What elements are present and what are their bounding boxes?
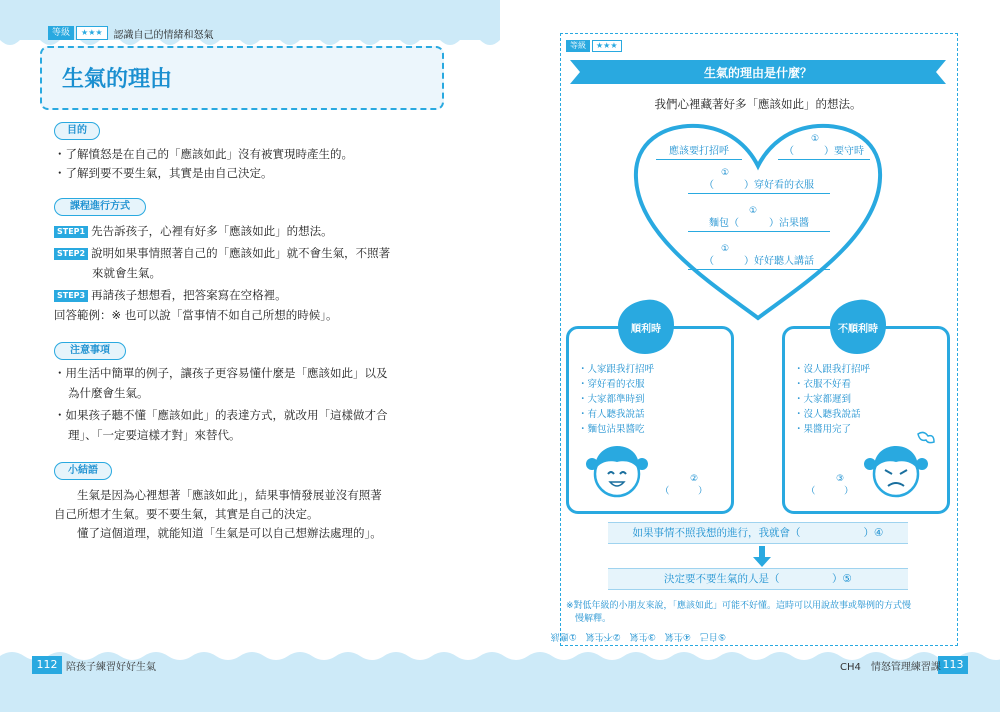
step-text: 先告訴孩子，心裡有好多「應該如此」的想法。 [91,224,333,238]
footer-title-left: 陪孩子練習好好生氣 [66,662,156,673]
list-item: ・沒人跟我打招呼 [794,364,871,375]
bad-case-label: 不順利時 [838,324,878,335]
topic-label: 認識自己的情緒和怒氣 [113,29,214,41]
heart-item: （ ）好好聽人講話 [688,255,830,270]
heart-item: 應該要打招呼 [656,145,742,160]
step-text: 再請孩子想想看，把答案寫在空格裡。 [91,288,287,302]
step-tag: STEP1 [54,226,88,238]
step-3 [54,286,287,304]
angry-child-icon [858,428,938,502]
step-2-cont: 來就會生氣。 [92,266,161,280]
step-1 [54,222,333,240]
purpose-item: ・了解憤怒是在自己的「應該如此」沒有被實現時產生的。 [54,147,353,161]
note-item: ・如果孩子聽不懂「應該如此」的表達方式，就改用「這樣做才合 [54,408,388,422]
page-title: 生氣的理由 [62,67,173,92]
note-item-cont: 為什麼會生氣。 [68,386,149,400]
summary-line: 自己所想才生氣。要不要生氣，其實是自己的決定。 [54,507,319,521]
arrow-down-icon [752,546,772,568]
note-item: ・用生活中簡單的例子，讓孩子更容易懂什麼是「應該如此」以及 [54,366,388,380]
level-label: 等級 [48,26,74,40]
conclusion-bar-2: 決定要不要生氣的人是（ ）⑤ [608,568,908,590]
level-tag-right [566,40,622,52]
section-label-purpose: 目的 [54,122,100,140]
level-tag [48,26,214,40]
good-case-label: 順利時 [631,324,661,335]
summary-line: 懂了這個道理，就能知道「生氣是可以自己想辦法處理的」。 [54,526,382,540]
inverted-answers: ⑤自己 ④生氣 ③生氣 ②不生氣 ①應該 [550,631,726,641]
answer-marker: ① [748,206,758,216]
list-item: ・麵包沾果醬吃 [578,424,645,435]
list-item: ・有人聽我說話 [578,409,645,420]
list-item: ・衣服不好看 [794,379,852,390]
list-item: ・大家都準時到 [578,394,645,405]
answer-blank: （ ） [660,486,708,497]
level-label: 等級 [566,40,590,52]
footnote-line: ※對低年級的小朋友來說，「應該如此」可能不好懂。這時可以用說故事或舉例的方式慢 [566,601,912,611]
list-item: ・果醬用完了 [794,424,852,435]
step-tag: STEP2 [54,248,88,260]
heart-item: （ ）要守時 [778,145,870,160]
answer-marker: ② [689,474,699,484]
answer-marker: ① [720,244,730,254]
answer-example: 回答範例：※ 也可以說「當事情不如自己所想的時候」。 [54,308,338,322]
answer-marker: ① [720,168,730,178]
step-2 [54,244,390,262]
list-item: ・人家跟我打招呼 [578,364,655,375]
intro-text: 我們心裡藏著好多「應該如此」的想法。 [654,97,862,111]
list-item: ・沒人聽我說話 [794,409,861,420]
purpose-item: ・了解到要不要生氣，其實是由自己決定。 [54,166,273,180]
summary-line: 生氣是因為心裡想著「應該如此」，結果事情發展並沒有照著 [54,488,382,502]
section-label-procedure: 課程進行方式 [54,198,146,216]
answer-marker: ① [810,134,820,144]
good-case-list [578,362,654,437]
conclusion-bar-1: 如果事情不照我想的進行，我就會（ ）④ [608,522,908,544]
section-label-notes: 注意事項 [54,342,126,360]
footer-title-right: CH4 情怒管理練習課 [840,662,941,673]
heart-item: （ ）穿好看的衣服 [688,179,830,194]
happy-child-icon [586,440,648,500]
level-stars: ★★★ [592,40,622,52]
list-item: ・穿好看的衣服 [578,379,645,390]
step-text: 說明如果事情照著自己的「應該如此」就不會生氣，不照著 [91,246,391,260]
list-item: ・大家都遲到 [794,394,852,405]
section-label-summary: 小結語 [54,462,112,480]
footnote-line: 慢解釋。 [566,614,612,624]
level-stars: ★★★ [76,26,108,40]
bad-case-list [794,362,870,437]
step-tag: STEP3 [54,290,88,302]
page-number-left: 112 [32,656,62,674]
page-number-right: 113 [938,656,968,674]
answer-marker: ③ [835,474,845,484]
note-item-cont: 理」、「一定要這樣才對」來替代。 [68,428,241,442]
worksheet-title: 生氣的理由是什麼？ [703,66,812,80]
heart-item: 麵包（ ）沾果醬 [688,217,830,232]
answer-blank: （ ） [806,486,854,497]
